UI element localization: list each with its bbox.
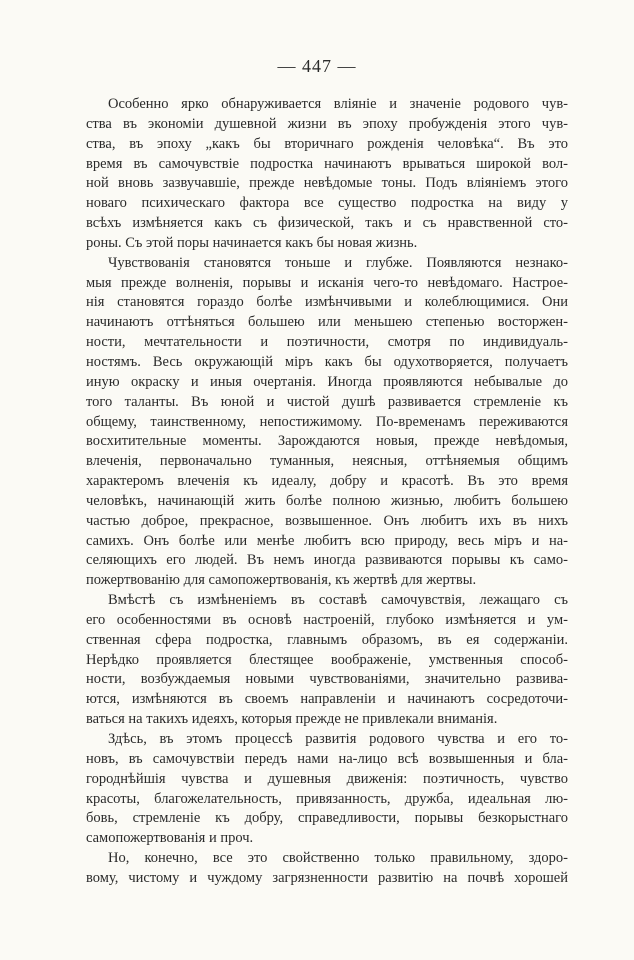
text-line: общему, таинственному, непостижимому. По-временамъ переживаются (86, 413, 568, 430)
page-number: — 447 — (277, 56, 357, 76)
text-line: мыя прежде волненія, порывы и исканія чего-то невѣдомаго. Настрое- (86, 274, 568, 291)
body-text (86, 95, 568, 889)
paragraph (86, 95, 568, 254)
text-line: того таланты. Въ юной и чистой душѣ развивается стремленіе къ (86, 393, 568, 410)
text-line: городнѣйшія чувства и душевныя движенія: поэтичность, чувство (86, 770, 568, 787)
text-line: восхитительные моменты. Зарождаются новыя, прежде невѣдомыя, (86, 433, 568, 450)
text-line: Но, конечно, все это свойственно только правильному, здоро- (108, 850, 568, 867)
text-line: иную окраску и иныя очертанія. Иногда проявляются небывалые до (86, 373, 568, 390)
text-line: пожертвованію для самопожертвованія, къ жертвѣ для жертвы. (86, 572, 477, 589)
text-line: ваться на такихъ идеяхъ, которыя прежде не привлекали вниманія. (86, 711, 498, 728)
paragraph (86, 730, 568, 849)
text-line: человѣкъ, начинающій жить болѣе полною жизнью, любитъ большею (86, 492, 568, 509)
text-line: самопожертвованія и проч. (86, 830, 254, 847)
text-line: время въ самочувствіе подростка начинаютъ врываться широкой вол- (86, 155, 568, 172)
text-line: нія становятся гораздо болѣе измѣнчивыми и колеблющимися. Они (86, 294, 568, 311)
text-line: ности, мечтательности и поэтичности, смотря по индивидуаль- (86, 334, 568, 351)
text-line: новаго психическаго фактора все существо подростка на виду у (86, 195, 568, 212)
text-line: Особенно ярко обнаруживается вліяніе и значеніе родового чув- (108, 96, 568, 112)
text-line: всѣхъ измѣняется какъ съ физической, такъ и съ нравственной сто- (86, 215, 568, 232)
text-line: характеромъ влеченія къ идеалу, добру и красотѣ. Въ это время (86, 473, 568, 490)
text-line: ности, возбуждаемыя новыми чувствованіями, значительно развива- (86, 671, 568, 688)
text-line: влеченія, первоначально туманныя, неясныя, оттѣняемыя общимъ (86, 453, 568, 470)
paragraph (86, 849, 568, 889)
paragraph (86, 591, 568, 730)
text-line: бовь, стремленіе къ добру, справедливости, порывы безкорыстнаго (86, 810, 568, 827)
text-line: новъ, въ самочувствіи передъ нами на-лицо всѣ возвышенныя и бла- (86, 750, 568, 767)
text-line: ства въ экономіи душевной жизни въ эпоху пробужденія этого чув- (86, 115, 568, 132)
text-line: ной вновь зазвучавшіе, прежде невѣдомые тоны. Подъ вліяніемъ этого (86, 175, 568, 192)
text-line: ются, измѣняются въ своемъ направленіи и начинаютъ сосредоточи- (86, 691, 568, 708)
text-line: Нерѣдко проявляется блестящее воображеніе, умственныя способ- (86, 651, 568, 668)
text-line: самихъ. Онъ болѣе или менѣе любитъ всю природу, весь міръ и на- (86, 532, 568, 549)
text-line: Чувствованія становятся тоньше и глубже. Появляются незнако- (108, 254, 568, 271)
text-line: роны. Съ этой поры начинается какъ бы новая жизнь. (86, 234, 418, 251)
text-line: Вмѣстѣ съ измѣненіемъ въ составѣ самочувствія, лежащаго съ (108, 592, 568, 609)
text-line: красоты, благожелательность, привязанность, дружба, идеальная лю- (86, 790, 568, 807)
text-line: селяющихъ его людей. Въ немъ иногда развиваются порывы къ само- (86, 552, 568, 569)
text-line: его особенностями въ основѣ настроеній, глубоко измѣняется и ум- (86, 611, 568, 628)
text-line: начинаютъ оттѣняться большею или меньшею степенью восторжен- (86, 314, 568, 331)
paragraph (86, 254, 568, 591)
text-line: ства, въ эпоху „какъ бы вторичнаго рожденія человѣка“. Въ это (86, 135, 568, 152)
text-line: ностямъ. Весь окружающій міръ какъ бы одухотворяется, получаетъ (86, 353, 568, 370)
text-line: ственная сфера подростка, главнымъ образомъ, въ ея содержаніи. (86, 631, 568, 648)
text-line: вому, чистому и чуждому загрязненности развитію на почвѣ хорошей (86, 869, 568, 886)
text-line: частью доброе, прекрасное, возвышенное. Онъ любитъ ихъ въ нихъ (86, 512, 568, 529)
text-line: Здѣсь, въ этомъ процессѣ развитія родового чувства и его то- (108, 731, 568, 747)
